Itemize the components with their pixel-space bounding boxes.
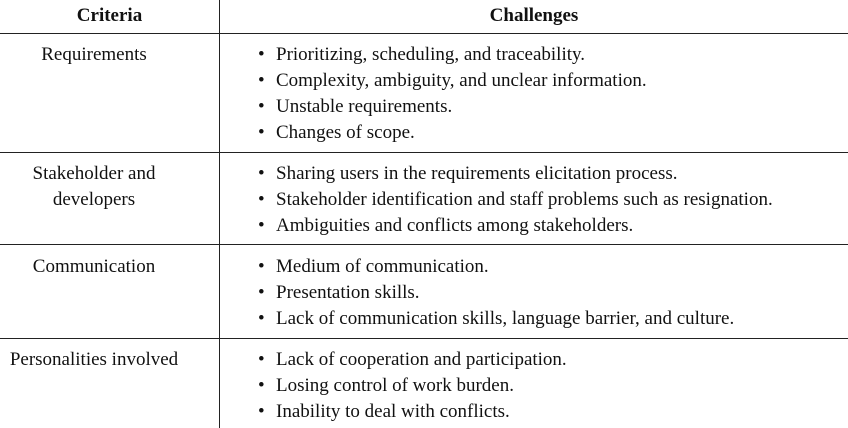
challenge-text: Losing control of work burden. (276, 375, 514, 396)
challenge-text: Ambiguities and conflicts among stakeholders. (276, 215, 634, 236)
bullet-icon: • (258, 44, 265, 65)
challenge-text: Sharing users in the requirements elicitation process. (276, 163, 678, 184)
list-item (258, 161, 848, 187)
challenges-personalities (258, 347, 848, 425)
column-header-challenges: Challenges (489, 5, 579, 26)
bullet-icon: • (258, 96, 265, 117)
header-divider (0, 33, 848, 34)
list-item (258, 42, 848, 68)
bullet-icon: • (258, 282, 265, 303)
list-item (258, 68, 848, 94)
bullet-icon: • (258, 256, 265, 277)
list-item (258, 213, 848, 239)
bullet-icon: • (258, 308, 265, 329)
criteria-personalities-involved: Personalities involved (9, 349, 179, 370)
challenge-text: Stakeholder identification and staff problems such as resignation. (276, 189, 773, 210)
list-item (258, 254, 848, 280)
challenge-text: Complexity, ambiguity, and unclear information. (276, 70, 647, 91)
challenges-communication (258, 254, 848, 332)
list-item (258, 347, 848, 373)
list-item (258, 120, 848, 146)
bullet-icon: • (258, 70, 265, 91)
challenge-text: Presentation skills. (276, 282, 420, 303)
challenge-text: Changes of scope. (276, 122, 415, 143)
column-divider (219, 0, 220, 428)
challenge-text: Prioritizing, scheduling, and traceability. (276, 44, 586, 65)
list-item (258, 399, 848, 425)
list-item (258, 94, 848, 120)
challenge-text: Lack of communication skills, language barrier, and culture. (276, 308, 735, 329)
challenges-stakeholder (258, 161, 848, 239)
criteria-communication: Communication (32, 256, 156, 277)
challenge-text: Inability to deal with conflicts. (276, 401, 510, 422)
bullet-icon: • (258, 122, 265, 143)
challenges-requirements (258, 42, 848, 146)
challenge-text: Medium of communication. (276, 256, 489, 277)
list-item (258, 373, 848, 399)
criteria-stakeholder-and-developers: Stakeholder and developers (32, 163, 156, 210)
bullet-icon: • (258, 189, 265, 210)
challenge-text: Unstable requirements. (276, 96, 453, 117)
list-item (258, 306, 848, 332)
list-item (258, 280, 848, 306)
row-divider (0, 244, 848, 245)
column-header-criteria: Criteria (76, 5, 143, 26)
bullet-icon: • (258, 349, 265, 370)
list-item (258, 187, 848, 213)
bullet-icon: • (258, 215, 265, 236)
bullet-icon: • (258, 375, 265, 396)
bullet-icon: • (258, 163, 265, 184)
row-divider (0, 338, 848, 339)
challenge-text: Lack of cooperation and participation. (276, 349, 567, 370)
bullet-icon: • (258, 401, 265, 422)
row-divider (0, 152, 848, 153)
criteria-requirements: Requirements (41, 44, 147, 65)
